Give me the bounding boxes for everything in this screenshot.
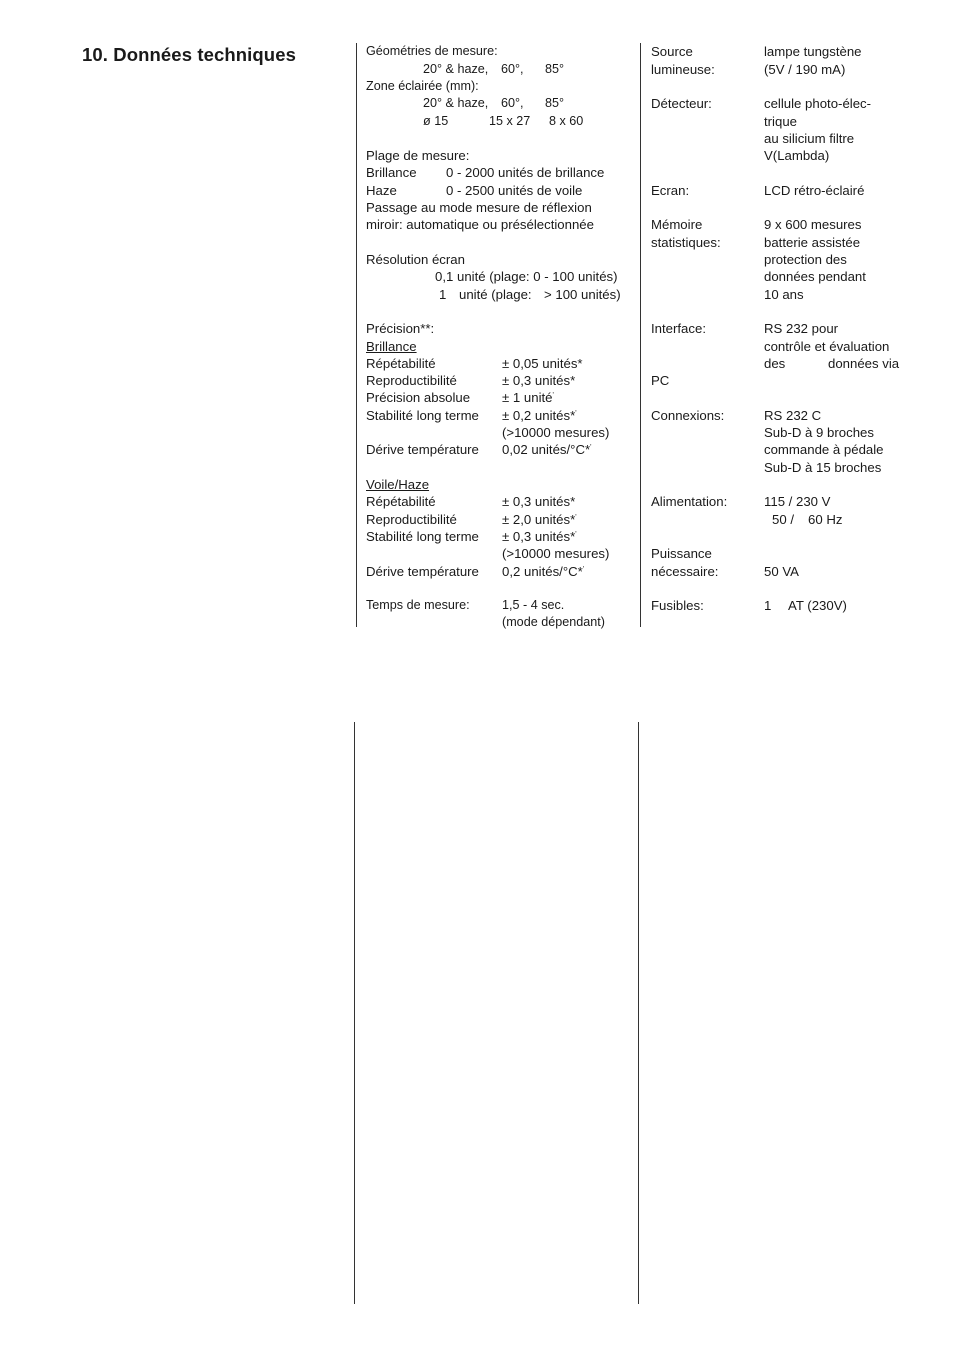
spec-label: Puissance: [651, 546, 712, 561]
spec-value: données pendant: [764, 269, 866, 284]
gloss-param-value: ± 0,05 unités*: [502, 356, 583, 371]
haze-param-value: ± 0,3 unités*: [502, 494, 576, 509]
column-divider-right-top: [640, 43, 641, 627]
spec-value: lampe tungstène: [764, 44, 862, 59]
spec-label: Source: [651, 44, 693, 59]
spec-label: Détecteur:: [651, 96, 712, 111]
column-divider-right-bottom: [638, 722, 639, 1304]
spec-value: Sub-D à 9 broches: [764, 425, 874, 440]
geometry-value: 85°: [545, 62, 565, 76]
resolution-row: > 100 unités): [544, 287, 621, 302]
zone-size: 8 x 60: [549, 114, 584, 128]
zone-label: Zone éclairée (mm):: [366, 79, 479, 93]
spec-label: Ecran:: [651, 183, 690, 198]
range-name: Haze: [366, 183, 397, 198]
geometry-value: 20° & haze,: [423, 62, 489, 76]
spec-label: Fusibles:: [651, 598, 704, 613]
time-label: Temps de mesure:: [366, 598, 470, 612]
spec-value: (5V / 190 mA): [764, 62, 846, 77]
mirror-mode-text: Passage au mode mesure de réflexion: [366, 200, 592, 215]
resolution-row: 0,1 unité (plage: 0 - 100 unités): [435, 269, 618, 284]
resolution-row: unité (plage:: [459, 287, 532, 302]
column-divider-left-bottom: [354, 722, 355, 1304]
haze-param-name: Stabilité long terme: [366, 529, 479, 544]
spec-value: 10 ans: [764, 287, 804, 302]
zone-geometry: 20° & haze,: [423, 96, 489, 110]
zone-geometry: 85°: [545, 96, 565, 110]
zone-geometry: 60°,: [501, 96, 524, 110]
gloss-param-value: ± 1 unité': [502, 390, 554, 405]
spec-value: LCD rétro-éclairé: [764, 183, 865, 198]
haze-param-value: ± 0,3 unités*': [502, 529, 577, 544]
geometries-label: Géométries de mesure:: [366, 44, 498, 58]
spec-value: Sub-D à 15 broches: [764, 460, 882, 475]
gloss-param-name: Dérive température: [366, 442, 479, 457]
haze-param-name: Reproductibilité: [366, 512, 457, 527]
gloss-param-name: Stabilité long terme: [366, 408, 479, 423]
gloss-heading: Brillance: [366, 339, 417, 354]
gloss-param-value: ± 0,3 unités*: [502, 373, 576, 388]
spec-value: 1: [764, 598, 772, 613]
haze-param-value: 0,2 unités/°C*': [502, 564, 585, 579]
column-divider-left-top: [356, 43, 357, 627]
gloss-param-name: Précision absolue: [366, 390, 471, 405]
spec-value: RS 232 pour: [764, 321, 839, 336]
spec-label: nécessaire:: [651, 564, 719, 579]
resolution-label: Résolution écran: [366, 252, 465, 267]
gloss-param-value: ± 0,2 unités*': [502, 408, 577, 423]
spec-value: des: [764, 356, 786, 371]
spec-value: V(Lambda): [764, 148, 830, 163]
haze-heading: Voile/Haze: [366, 477, 430, 492]
range-name: Brillance: [366, 165, 417, 180]
time-value: 1,5 - 4 sec.: [502, 598, 565, 612]
spec-value: PC: [651, 373, 670, 388]
spec-value: trique: [764, 114, 797, 129]
spec-value: RS 232 C: [764, 408, 822, 423]
zone-size: ø 15: [423, 114, 449, 128]
spec-label: Alimentation:: [651, 494, 728, 509]
range-value: 0 - 2500 unités de voile: [446, 183, 583, 198]
resolution-row: 1: [439, 287, 447, 302]
spec-value: au silicium filtre: [764, 131, 855, 146]
haze-param-note: (>10000 mesures): [502, 546, 610, 561]
gloss-param-value: 0,02 unités/°C*': [502, 442, 592, 457]
spec-value: 115 / 230 V: [764, 494, 831, 509]
geometry-value: 60°,: [501, 62, 524, 76]
gloss-param-note: (>10000 mesures): [502, 425, 610, 440]
spec-label: Mémoire: [651, 217, 703, 232]
spec-value: 60 Hz: [808, 512, 843, 527]
range-label: Plage de mesure:: [366, 148, 470, 163]
spec-value: 9 x 600 mesures: [764, 217, 862, 232]
haze-param-value: ± 2,0 unités*': [502, 512, 577, 527]
spec-value: AT (230V): [788, 598, 847, 613]
mirror-mode-text: miroir: automatique ou présélectionnée: [366, 217, 594, 232]
spec-label: Interface:: [651, 321, 706, 336]
spec-value: cellule photo-élec-: [764, 96, 872, 111]
gloss-param-name: Répétabilité: [366, 356, 436, 371]
time-note: (mode dépendant): [502, 615, 605, 629]
haze-param-name: Dérive température: [366, 564, 479, 579]
spec-value: données via: [828, 356, 900, 371]
spec-value: commande à pédale: [764, 442, 884, 457]
range-value: 0 - 2000 unités de brillance: [446, 165, 605, 180]
spec-label: lumineuse:: [651, 62, 715, 77]
spec-value: 50 /: [772, 512, 794, 527]
spec-value: contrôle et évaluation: [764, 339, 890, 354]
spec-value: batterie assistée: [764, 235, 861, 250]
precision-label: Précision**:: [366, 321, 435, 336]
spec-value: 50 VA: [764, 564, 799, 579]
zone-size: 15 x 27: [489, 114, 531, 128]
spec-label: Connexions:: [651, 408, 725, 423]
gloss-param-name: Reproductibilité: [366, 373, 457, 388]
spec-label: statistiques:: [651, 235, 721, 250]
spec-value: protection des: [764, 252, 847, 267]
page-title: 10. Données techniques: [82, 44, 296, 65]
haze-param-name: Répétabilité: [366, 494, 436, 509]
